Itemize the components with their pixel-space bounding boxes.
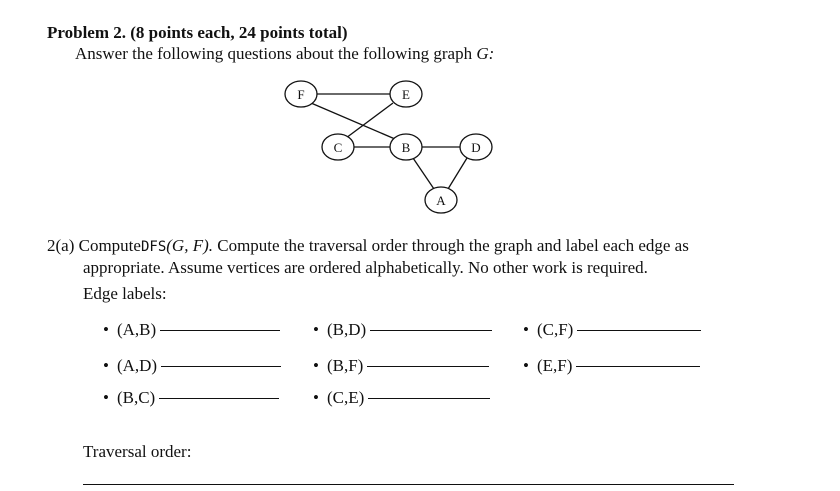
edge-item-label: (C,F): [536, 320, 574, 339]
answer-blank[interactable]: [367, 366, 489, 367]
edge-item: [103, 320, 280, 340]
bullet: •: [313, 388, 319, 407]
node-label-e: E: [402, 87, 410, 102]
bullet: •: [523, 320, 529, 339]
bullet: •: [523, 356, 529, 375]
intro-text: Answer the following questions about the following graph: [75, 44, 473, 63]
answer-blank[interactable]: [576, 366, 700, 367]
edge-item: [103, 356, 281, 376]
bullet: •: [103, 356, 109, 375]
node-label-a: A: [436, 193, 446, 208]
edge-item-label: (A,B): [116, 320, 157, 339]
traversal-label: Traversal order:: [83, 442, 192, 461]
edge-item-label: (B,D): [326, 320, 367, 339]
edge-d-a: [448, 158, 467, 189]
answer-blank[interactable]: [161, 366, 281, 367]
bullet: •: [313, 356, 319, 375]
question-func: DFS: [140, 239, 167, 255]
answer-blank[interactable]: [160, 330, 280, 331]
answer-blank[interactable]: [368, 398, 490, 399]
edge-item: [523, 356, 700, 376]
graph-name: G:: [476, 44, 495, 63]
edge-item: [523, 320, 701, 340]
edge-item: [313, 356, 489, 376]
node-label-b: B: [401, 140, 411, 155]
edge-item-label: (B,C): [116, 388, 156, 407]
node-label-c: C: [333, 140, 343, 155]
edge-item-label: (E,F): [536, 356, 573, 375]
edge-item-label: (A,D): [116, 356, 158, 375]
edge-b-a: [413, 158, 434, 189]
question-args: (G, F).: [166, 236, 213, 255]
edge-item: [313, 320, 492, 340]
question-rest: Compute the traversal order through the graph and label each edge as: [217, 236, 689, 255]
question-line-2: appropriate. Assume vertices are ordered alphabetically. No other work is required.: [83, 258, 648, 277]
graph-diagram: [0, 0, 840, 230]
problem-points: (8 points each, 24 points total): [130, 23, 348, 42]
edge-item-label: (C,E): [326, 388, 365, 407]
answer-blank[interactable]: [370, 330, 492, 331]
bullet: •: [313, 320, 319, 339]
question-number: 2(a): [47, 236, 75, 255]
bullet: •: [103, 388, 109, 407]
traversal-answer-line[interactable]: [83, 484, 734, 485]
edge-item-label: (B,F): [326, 356, 364, 375]
edge-labels-heading: Edge labels:: [83, 284, 167, 303]
answer-blank[interactable]: [577, 330, 701, 331]
answer-blank[interactable]: [159, 398, 279, 399]
edge-item: [313, 388, 490, 408]
question-compute: Compute: [78, 236, 141, 255]
edge-f-b: [311, 103, 395, 139]
problem-heading: Problem 2.: [47, 23, 127, 42]
node-label-d: D: [471, 140, 481, 155]
question-line-1: [47, 234, 689, 259]
bullet: •: [103, 320, 109, 339]
edge-item: [103, 388, 279, 408]
node-label-f: F: [297, 87, 305, 102]
